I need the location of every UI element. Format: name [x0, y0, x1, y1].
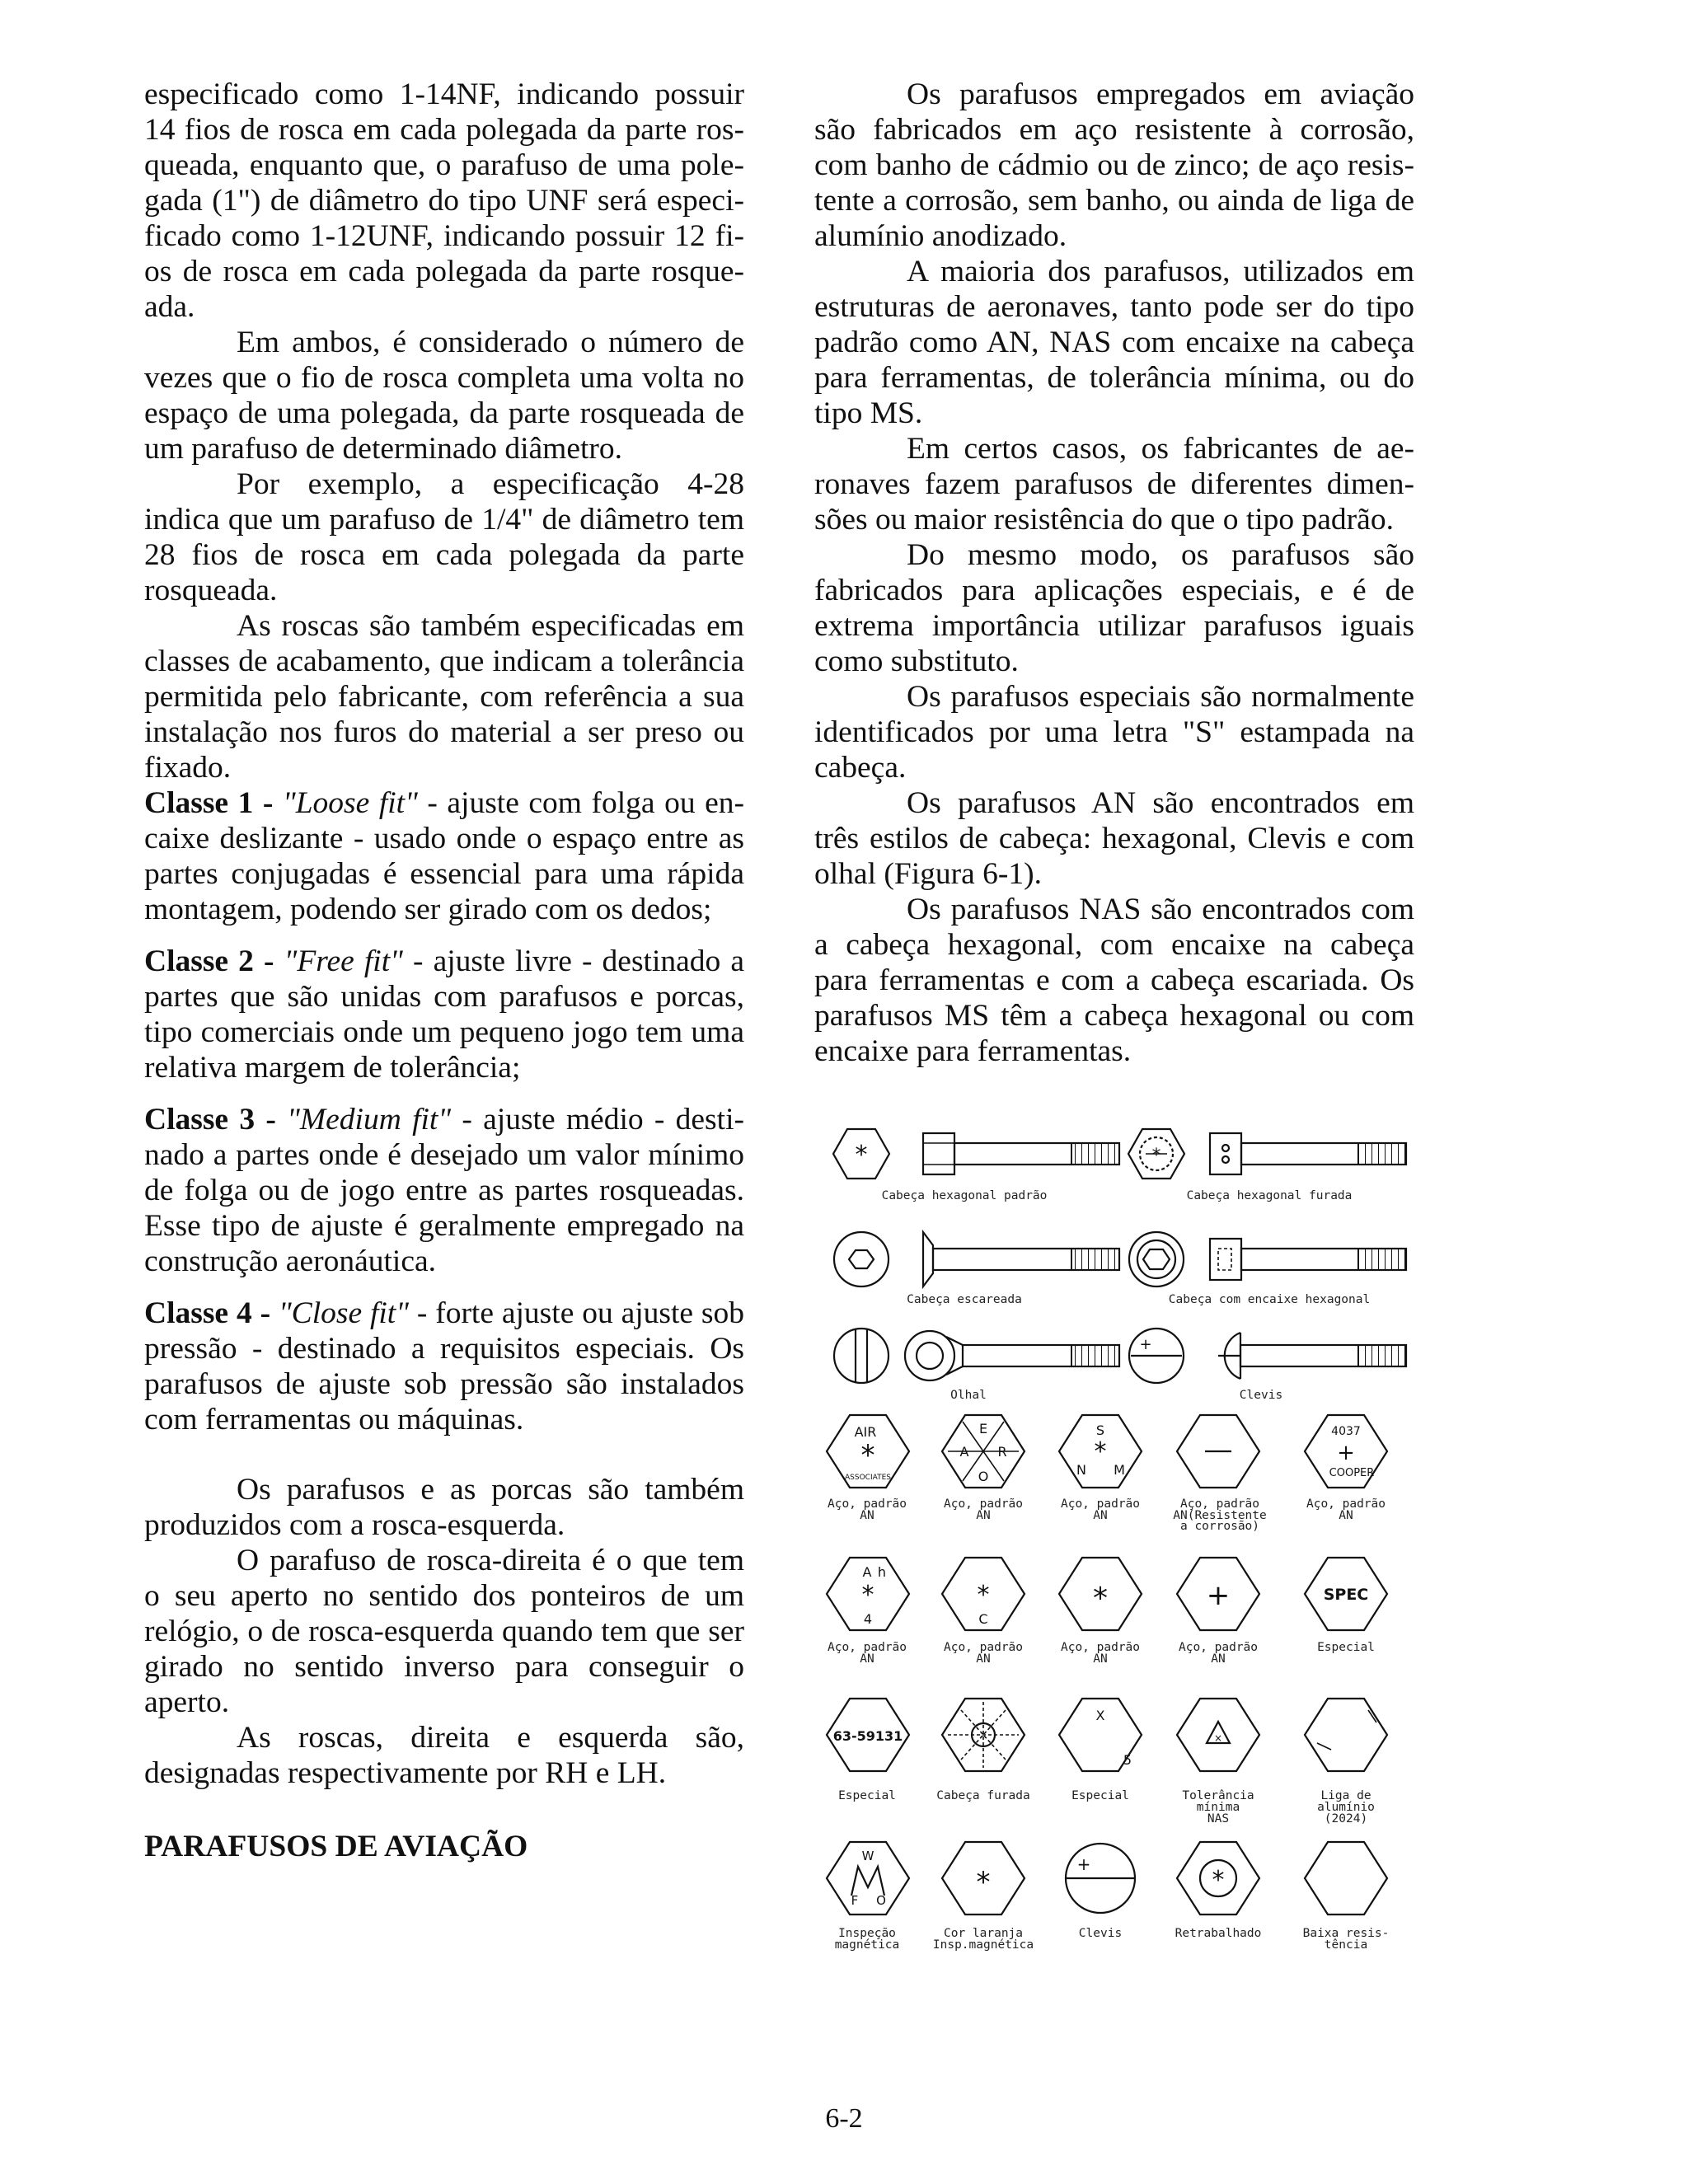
paragraph: Por exemplo, a especificação 4-28 indica que um parafuso de 1/4" de diâmetro tem 28 fios de rosca em cada polegada da parte rosqueada.: [144, 467, 744, 607]
class-name: "Free fit": [284, 944, 403, 978]
svg-text:Aço, padrão: Aço, padrão: [1060, 1497, 1141, 1511]
class-4-paragraph: [144, 1296, 744, 1437]
svg-text:AN: AN: [976, 1652, 991, 1666]
svg-text:AN: AN: [1093, 1652, 1108, 1666]
svg-text:AN: AN: [1339, 1509, 1353, 1522]
class-name: "Medium fit": [287, 1103, 452, 1137]
svg-text:Baixa resis-: Baixa resis-: [1302, 1927, 1390, 1940]
caption-socket-hex: Cabeça com encaixe hexagonal: [1168, 1293, 1371, 1306]
row2-captions: [828, 1641, 1375, 1666]
caption-countersunk: Cabeça escareada: [907, 1293, 1022, 1306]
svg-text:*: *: [1094, 1437, 1107, 1466]
class-label: Classe 4 -: [144, 1296, 271, 1330]
svg-text:Clevis: Clevis: [1078, 1927, 1123, 1940]
left-column: [144, 77, 744, 1864]
plus-head-marking: [1177, 1558, 1259, 1630]
ah-4-head-marking: [827, 1558, 909, 1630]
svg-text:N: N: [1076, 1462, 1086, 1478]
svg-text:*: *: [855, 1141, 868, 1169]
class-name: "Loose fit": [282, 786, 418, 820]
svg-text:*: *: [861, 1581, 874, 1610]
svg-text:AN: AN: [1093, 1509, 1108, 1522]
svg-text:AN: AN: [860, 1509, 874, 1522]
class-description: - ajuste livre - destinado a partes que são unidas com parafusos e porcas, tipo comerciais onde um pequeno jogo tem uma relativa margem de tolerância;: [144, 944, 745, 1085]
air-associates-head-marking: [827, 1415, 909, 1488]
class-label: Classe 3 -: [144, 1103, 276, 1137]
right-column: [814, 77, 1414, 1069]
paragraph: As roscas são também especificadas em classes de acabamento, que indicam a tolerância permitida pelo fabricante, com referência a sua instalação nos furos do material a ser preso ou fixado.: [144, 609, 744, 785]
svg-text:(2024): (2024): [1324, 1812, 1368, 1825]
svg-text:Liga de: Liga de: [1320, 1789, 1372, 1802]
corrosion-resistant-head-marking: [1177, 1415, 1259, 1488]
svg-text:+: +: [1206, 1579, 1231, 1612]
svg-text:COOPER: COOPER: [1329, 1467, 1375, 1479]
svg-text:magnética: magnética: [834, 1938, 900, 1952]
svg-text:*: *: [1093, 1582, 1108, 1615]
svg-text:R: R: [997, 1444, 1007, 1460]
clevis-head-marking: [1066, 1844, 1135, 1913]
paragraph: O parafuso de rosca-direita é o que tem o seu aperto no sentido dos ponteiros de um relógio, o de rosca-esquerda quando tem que ser girado no sentido inverso para conseguir o aperto.: [144, 1544, 744, 1719]
class-description: - ajuste com folga ou encaixe deslizante - usado onde o espaço entre as partes conjugadas é essencial para uma rápida montagem, podendo ser girado com os dedos;: [144, 786, 745, 926]
svg-text:+: +: [1139, 1336, 1152, 1353]
x5-head-marking: [1059, 1699, 1142, 1771]
svg-text:Aço, padrão: Aço, padrão: [827, 1641, 907, 1654]
svg-text:A: A: [862, 1564, 872, 1580]
class-2-paragraph: [144, 944, 744, 1085]
svg-text:*: *: [976, 1866, 991, 1899]
svg-text:Insp.magnética: Insp.magnética: [932, 1938, 1034, 1952]
svg-text:tência: tência: [1324, 1938, 1368, 1952]
svg-text:*: *: [1212, 1866, 1225, 1895]
cooper-head-marking: [1305, 1415, 1387, 1488]
class-label: Classe 2 -: [144, 944, 274, 978]
snm-head-marking: [1059, 1415, 1142, 1488]
asterisk-head-marking: [1059, 1558, 1142, 1630]
orange-magnetic-head-marking: [942, 1842, 1025, 1915]
paragraph: Em certos casos, os fabricantes de aeronaves fazem parafusos de diferentes dimensões ou maior resistência do que o tipo padrão.: [814, 432, 1414, 537]
caption-hex-standard: Cabeça hexagonal padrão: [881, 1189, 1048, 1202]
svg-text:Tolerância: Tolerância: [1182, 1789, 1254, 1802]
svg-text:F: F: [851, 1893, 859, 1908]
svg-text:4: 4: [863, 1611, 873, 1627]
row1-captions: [828, 1497, 1386, 1533]
special-number-head-marking: [827, 1699, 909, 1771]
svg-text:E: E: [978, 1421, 988, 1436]
class-description: - forte ajuste ou ajuste sob pressão - destinado a requisitos especiais. Os parafusos de ajuste sob pressão são instalados com ferramentas ou máquinas.: [144, 1296, 745, 1436]
class-1-paragraph: [144, 785, 744, 927]
bolt-identification-figure: [824, 1108, 1418, 1970]
paragraph: A maioria dos parafusos, utilizados em estruturas de aeronaves, tanto pode ser do tipo padrão como AN, NAS com encaixe na cabeça para ferramentas, de tolerância mínima, ou do tipo MS.: [814, 255, 1414, 430]
svg-text:X: X: [1095, 1708, 1105, 1723]
svg-text:W: W: [861, 1849, 874, 1863]
caption-hex-drilled: Cabeça hexagonal furada: [1186, 1189, 1353, 1202]
aero-head-marking: [942, 1415, 1025, 1488]
class-3-paragraph: [144, 1102, 744, 1279]
svg-text:alumínio: alumínio: [1317, 1801, 1375, 1814]
svg-text:AN: AN: [976, 1509, 991, 1522]
class-name: "Close fit": [278, 1296, 409, 1330]
svg-text:SPEC: SPEC: [1323, 1586, 1369, 1604]
svg-text:Retrabalhado: Retrabalhado: [1175, 1927, 1262, 1940]
svg-text:Inspeção: Inspeção: [838, 1927, 896, 1940]
svg-text:O: O: [876, 1893, 886, 1908]
socket-hex-bolt: [1129, 1232, 1406, 1286]
drilled-head-marking: [942, 1699, 1025, 1771]
bolt-figure-svg: [824, 1108, 1418, 1970]
svg-text:AN(Resistente: AN(Resistente: [1173, 1509, 1267, 1522]
svg-text:AN: AN: [1211, 1652, 1226, 1666]
paragraph: Os parafusos especiais são normalmente identificados por uma letra "S" estampada na cabeça.: [814, 680, 1414, 785]
clevis-bolt: [1129, 1329, 1406, 1383]
svg-text:AN: AN: [860, 1652, 874, 1666]
hex-drilled-bolt: [1128, 1129, 1406, 1179]
svg-text:+: +: [1076, 1854, 1091, 1874]
paragraph: Os parafusos AN são encontrados em três estilos de cabeça: hexagonal, Clevis e com olhal (Figura 6-1).: [814, 786, 1414, 891]
paragraph: Os parafusos e as porcas são também produzidos com a rosca-esquerda.: [144, 1473, 744, 1542]
row3-captions: [838, 1789, 1375, 1825]
paragraph: Os parafusos empregados em aviação são fabricados em aço resistente à corrosão, com banho de cádmio ou de zinco; de aço resistente a corrosão, sem banho, ou ainda de liga de alumínio anodizado.: [814, 77, 1414, 253]
spec-head-marking: [1305, 1558, 1387, 1630]
svg-text:Cor laranja: Cor laranja: [943, 1927, 1024, 1940]
svg-text:mínima: mínima: [1196, 1801, 1240, 1814]
row4-captions: [835, 1927, 1390, 1952]
class-description: - ajuste médio - destinado a partes onde é desejado um valor mínimo de folga ou de jogo entre as partes rosqueadas. Esse tipo de ajuste é geralmente empregado na construção aeronáutica.: [144, 1103, 744, 1278]
c-head-marking: [942, 1558, 1025, 1630]
svg-text:Aço, padrão: Aço, padrão: [1060, 1641, 1141, 1654]
svg-text:4037: 4037: [1331, 1425, 1361, 1438]
triangle-head-marking: [1177, 1699, 1259, 1771]
paragraph: Em ambos, é considerado o número de vezes que o fio de rosca completa uma volta no espaço de uma polegada, da parte rosqueada de um parafuso de determinado diâmetro.: [144, 326, 744, 466]
svg-text:M: M: [1114, 1462, 1125, 1478]
svg-text:ASSOCIATES: ASSOCIATES: [845, 1474, 891, 1482]
svg-text:*: *: [1151, 1146, 1161, 1166]
paragraph: especificado como 1-14NF, indicando possuir 14 fios de rosca em cada polegada da parte rosqueada, enquanto que, o parafuso de uma polegada (1") de diâmetro do tipo UNF será especificado como 1-12UNF, indicando possuir 12 fios de rosca em cada polegada da parte rosqueada.: [144, 77, 744, 324]
svg-text:Aço, padrão: Aço, padrão: [1178, 1641, 1259, 1654]
svg-text:Aço, padrão: Aço, padrão: [1179, 1497, 1260, 1511]
paragraph: As roscas, direita e esquerda são, designadas respectivamente por RH e LH.: [144, 1721, 744, 1790]
paragraph: Do mesmo modo, os parafusos são fabricados para aplicações especiais, e é de extrema importância utilizar parafusos iguais como substituto.: [814, 538, 1414, 678]
svg-text:Aço, padrão: Aço, padrão: [1306, 1497, 1386, 1511]
svg-text:A: A: [959, 1444, 969, 1460]
svg-text:Especial: Especial: [1071, 1789, 1129, 1802]
svg-text:Aço, padrão: Aço, padrão: [943, 1641, 1024, 1654]
svg-text:63-59131: 63-59131: [832, 1728, 903, 1744]
svg-text:AIR: AIR: [854, 1424, 877, 1440]
svg-text:*: *: [860, 1439, 875, 1472]
caption-eye: Olhal: [950, 1389, 987, 1402]
svg-text:×: ×: [1213, 1732, 1223, 1744]
eye-bolt: [834, 1329, 1119, 1383]
countersunk-bolt: [834, 1232, 1119, 1286]
paragraph: Os parafusos NAS são encontrados com a cabeça hexagonal, com encaixe na cabeça para ferramentas e com a cabeça escariada. Os parafusos MS têm a cabeça hexagonal ou com encaixe para ferramentas.: [814, 893, 1414, 1068]
low-strength-head-marking: [1305, 1842, 1387, 1915]
magnetic-inspection-head-marking: [827, 1842, 909, 1915]
svg-text:Aço, padrão: Aço, padrão: [943, 1497, 1024, 1511]
svg-text:a corrosão): a corrosão): [1179, 1520, 1260, 1533]
caption-clevis-bolt: Clevis: [1239, 1389, 1283, 1402]
class-label: Classe 1 -: [144, 786, 274, 820]
aluminum-alloy-head-marking: [1305, 1699, 1387, 1771]
svg-text:S: S: [1095, 1422, 1105, 1438]
svg-text:Especial: Especial: [1317, 1641, 1375, 1654]
svg-text:NAS: NAS: [1207, 1812, 1230, 1825]
svg-text:*: *: [977, 1581, 990, 1610]
reworked-head-marking: [1177, 1842, 1259, 1915]
svg-text:h: h: [877, 1564, 887, 1580]
svg-text:5: 5: [1123, 1752, 1132, 1768]
svg-text:Aço, padrão: Aço, padrão: [827, 1497, 907, 1511]
svg-text:+: +: [1337, 1441, 1355, 1465]
svg-text:O: O: [978, 1469, 989, 1484]
svg-text:C: C: [978, 1611, 988, 1627]
svg-text:Especial: Especial: [838, 1789, 896, 1802]
svg-text:Cabeça furada: Cabeça furada: [936, 1789, 1030, 1802]
section-heading: PARAFUSOS DE AVIAÇÃO: [144, 1830, 528, 1863]
page-number: 6-2: [825, 2103, 863, 2134]
hex-standard-bolt: [833, 1129, 1119, 1179]
